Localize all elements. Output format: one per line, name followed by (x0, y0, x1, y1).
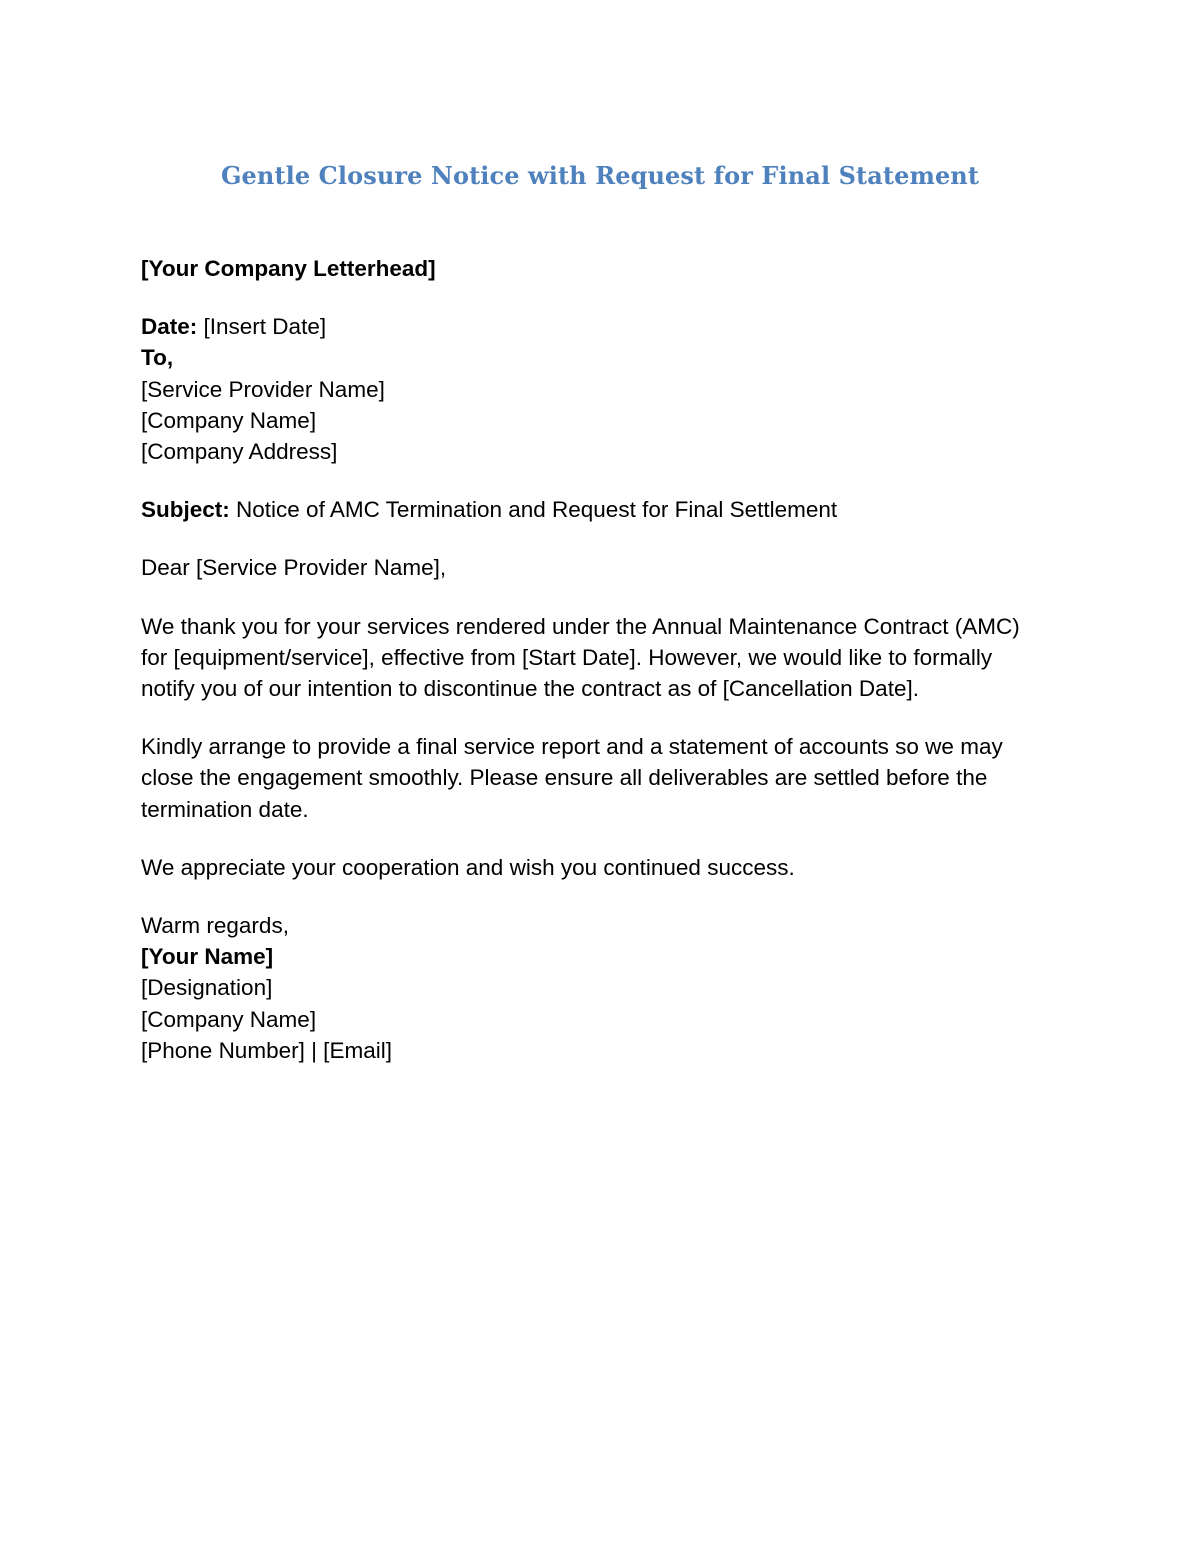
closing: Warm regards, (141, 913, 289, 939)
subject-line (141, 494, 1051, 525)
subject-label: Subject: (141, 497, 230, 523)
letter-body (141, 253, 1051, 1066)
salutation: Dear [Service Provider Name], (141, 555, 447, 581)
date-line (141, 311, 1051, 342)
spacer (141, 467, 1051, 494)
subject-value: Notice of AMC Termination and Request for Final Settlement (236, 497, 838, 523)
spacer (141, 525, 1051, 552)
recipient-company: [Company Name] (141, 407, 317, 433)
spacer (141, 284, 1051, 311)
spacer (141, 704, 1051, 731)
body-paragraph: Kindly arrange to provide a final service report and a statement of accounts so we may close the engagement smoothly. Please ensure all deliverables are settled before the termination date. (141, 734, 1003, 822)
body-paragraph: We thank you for your services rendered under the Annual Maintenance Contract (AMC) for [equipment/service], effective from [Start Date]. However, we would like to formally notify you of our intention to discontinue the contract as of [Cancellation Date]. (141, 613, 1020, 702)
spacer (141, 825, 1051, 852)
to-label: To, (141, 345, 174, 371)
recipient-address: [Company Address] (141, 439, 338, 465)
spacer (141, 883, 1051, 910)
date-label: Date: (141, 314, 198, 340)
signature-designation: [Designation] (141, 975, 273, 1001)
spacer (141, 584, 1051, 611)
letterhead: [Your Company Letterhead] (141, 256, 436, 281)
body-paragraph: We appreciate your cooperation and wish you continued success. (141, 854, 795, 880)
signature-name: [Your Name] (141, 944, 274, 970)
document-title: Gentle Closure Notice with Request for Final Statement (220, 161, 980, 190)
date-value: [Insert Date] (203, 314, 327, 340)
recipient-name: [Service Provider Name] (141, 376, 385, 402)
signature-company: [Company Name] (141, 1006, 317, 1032)
signature-contact: [Phone Number] | [Email] (141, 1037, 392, 1063)
